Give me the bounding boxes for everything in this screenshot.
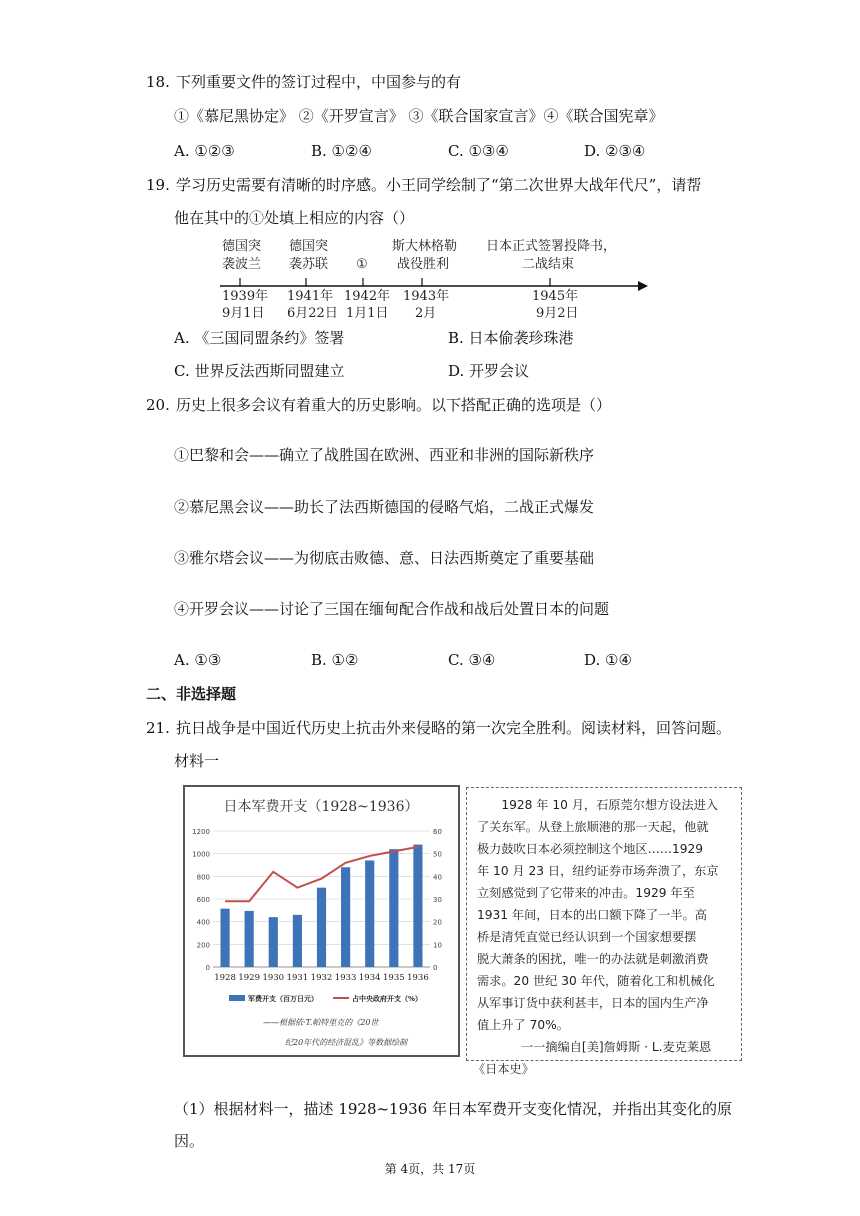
- q21-number: 21.: [146, 719, 170, 737]
- excerpt-line: 极力鼓吹日本必须控制这个地区……1929: [477, 842, 704, 856]
- x-tick-label: 1929: [238, 973, 260, 983]
- x-tick-label: 1934: [358, 973, 381, 983]
- right-axis-tick-label: 50: [433, 850, 442, 859]
- timeline-event-3-date: 1月1日: [346, 306, 389, 321]
- q18-option-c: C. ①③④: [448, 142, 509, 160]
- q19-option-a: A. 《三国同盟条约》签署: [174, 329, 345, 347]
- q20-number: 20.: [146, 396, 170, 414]
- q19-stem-line2: 他在其中的①处填上相应的内容（）: [174, 209, 415, 227]
- x-tick-label: 1931: [286, 973, 309, 983]
- page-footer: 第 4页，共 17页: [384, 1162, 476, 1176]
- bar-1930: [269, 917, 278, 967]
- timeline-event-4-year: 1943年: [403, 289, 450, 304]
- q20-item-3: ③雅尔塔会议——为彻底击败德、意、日法西斯奠定了重要基础: [174, 549, 595, 567]
- timeline-event-3-year: 1942年: [344, 289, 391, 304]
- timeline-event-5-year: 1945年: [532, 289, 579, 304]
- right-axis-tick-label: 60: [433, 828, 442, 836]
- left-axis-tick-label: 200: [196, 941, 210, 950]
- bar-1936: [413, 845, 422, 967]
- excerpt-line: 1928 年 10 月，石原莞尔想方设法进入: [477, 798, 718, 812]
- bar-1928: [220, 909, 229, 967]
- left-axis-tick-label: 400: [196, 918, 210, 927]
- q21-stem: 抗日战争是中国近代历史上抗击外来侵略的第一次完全胜利。阅读材料，回答问题。: [176, 719, 732, 737]
- military-spending-chart: [183, 785, 460, 1057]
- q20-stem: 历史上很多会议有着重大的历史影响。以下搭配正确的选项是（）: [176, 396, 612, 414]
- excerpt-line: 桥是清凭直觉已经认识到一个国家想要摆: [477, 930, 697, 944]
- q19-option-b: B. 日本偷袭珍珠港: [448, 329, 574, 347]
- x-tick-label: 1935: [383, 973, 405, 983]
- excerpt-line: 立刻感觉到了它带来的冲击。1929 年至: [477, 886, 695, 900]
- x-tick-label: 1936: [407, 973, 429, 983]
- q20-item-2: ②慕尼黑会议——助长了法西斯德国的侵略气焰，二战正式爆发: [174, 498, 595, 516]
- chart-source-line1: ——根据依·T.帕特里克的《20世: [263, 1018, 379, 1027]
- bar-1932: [317, 888, 326, 967]
- q20-option-c: C. ③④: [448, 651, 496, 669]
- q18-number: 18.: [146, 73, 170, 91]
- left-axis-tick-label: 1000: [192, 850, 210, 859]
- right-axis-tick-label: 30: [433, 896, 442, 904]
- timeline-event-4-bottom: 战役胜利: [397, 257, 450, 272]
- left-axis-tick-label: 800: [196, 873, 210, 882]
- ww2-timeline: [210, 232, 650, 324]
- timeline-event-5-date: 9月2日: [536, 306, 579, 321]
- timeline-event-1-top: 德国突: [222, 239, 262, 254]
- timeline-event-1-bottom: 袭波兰: [222, 257, 262, 272]
- x-tick-label: 1928: [214, 973, 236, 983]
- q19-number: 19.: [146, 176, 170, 194]
- timeline-blank-marker: ①: [356, 257, 368, 272]
- chart-canvas: [185, 787, 458, 1055]
- timeline-event-4-date: 2月: [415, 306, 437, 321]
- q21-sub1-line1: （1）根据材料一，描述 1928~1936 年日本军费开支变化情况，并指出其变化的原: [174, 1100, 732, 1118]
- left-axis-tick-label: 1200: [192, 828, 210, 836]
- q18-items: ①《慕尼黑协定》 ②《开罗宣言》 ③《联合国家宣言》④《联合国宪章》: [174, 107, 664, 125]
- q20-item-4: ④开罗会议——讨论了三国在缅甸配合作战和战后处置日本的问题: [174, 600, 610, 618]
- timeline-event-1-year: 1939年: [222, 289, 269, 304]
- excerpt-line: 需求。20 世纪 30 年代，随着化工和机械化: [477, 974, 715, 988]
- timeline-event-4-top: 斯大林格勒: [392, 239, 458, 254]
- q18-stem: 下列重要文件的签订过程中，中国参与的有: [176, 73, 462, 91]
- bar-1931: [293, 915, 302, 967]
- material-label: 材料一: [174, 752, 220, 770]
- legend-bar-label: 军费开支（百万日元）: [248, 995, 318, 1003]
- chart-source-line2: 纪20年代的经济混乱》等数据绘制: [285, 1038, 408, 1047]
- excerpt-source-line1: 一一摘编自[美]詹姆斯 · L.麦克莱恩: [521, 1040, 712, 1054]
- x-tick-label: 1933: [334, 973, 357, 983]
- right-axis-tick-label: 20: [433, 918, 442, 927]
- timeline-event-1-date: 9月1日: [222, 306, 265, 321]
- section-heading: 二、非选择题: [146, 685, 237, 703]
- timeline-event-2-top: 德国突: [289, 239, 329, 254]
- q19-stem-line1: 学习历史需要有清晰的时序感。小王同学绘制了“第二次世界大战年代尺”，请帮: [176, 176, 702, 194]
- right-axis-tick-label: 40: [433, 873, 442, 882]
- q19-option-c: C. 世界反法西斯同盟建立: [174, 362, 345, 380]
- left-axis-tick-label: 600: [196, 896, 210, 904]
- legend-bar-swatch: [229, 995, 245, 1001]
- timeline-event-5-top: 日本正式签署投降书，: [486, 239, 617, 254]
- q18-option-b: B. ①②④: [311, 142, 372, 160]
- timeline-event-2-bottom: 袭苏联: [289, 257, 329, 272]
- x-tick-label: 1930: [262, 973, 285, 983]
- q20-item-1: ①巴黎和会——确立了战胜国在欧洲、西亚和非洲的国际新秩序: [174, 446, 595, 464]
- q18-option-d: D. ②③④: [584, 142, 646, 160]
- q19-option-d: D. 开罗会议: [448, 362, 530, 380]
- bar-1934: [365, 860, 374, 967]
- bar-1929: [245, 911, 254, 967]
- timeline-event-2-year: 1941年: [287, 289, 334, 304]
- q20-option-a: A. ①③: [174, 651, 222, 669]
- legend-line-label: 占中央政府开支（%）: [352, 995, 423, 1003]
- q20-option-d: D. ①④: [584, 651, 632, 669]
- excerpt-line: 了关东军。从登上旅顺港的那一天起，他就: [477, 820, 709, 834]
- right-axis-tick-label: 10: [433, 941, 442, 950]
- q18-option-a: A. ①②③: [174, 142, 235, 160]
- timeline-event-5-bottom: 二战结束: [522, 257, 575, 272]
- timeline-event-2-date: 6月22日: [287, 306, 338, 321]
- bar-1935: [389, 849, 398, 967]
- excerpt-line: 从军事订货中获利甚丰，日本的国内生产净: [477, 996, 709, 1010]
- q20-option-b: B. ①②: [311, 651, 359, 669]
- chart-title: 日本军费开支（1928~1936）: [223, 799, 419, 815]
- excerpt-line: 脱大萧条的困扰，唯一的办法就是刺激消费: [477, 952, 709, 966]
- excerpt-source-line2: 《日本史》: [473, 1062, 534, 1076]
- timeline-arrowhead: [638, 281, 648, 291]
- bar-1933: [341, 867, 350, 967]
- excerpt-line: 值上升了 70%。: [477, 1018, 569, 1032]
- excerpt-line: 1931 年间，日本的出口额下降了一半。高: [477, 908, 707, 922]
- x-tick-label: 1932: [310, 973, 333, 983]
- excerpt-line: 年 10 月 23 日，纽约证券市场奔溃了，东京: [477, 864, 719, 878]
- material-excerpt-box: [466, 787, 742, 1076]
- left-axis-tick-label: 0: [205, 964, 210, 972]
- q21-sub1-line2: 因。: [174, 1132, 205, 1150]
- right-axis-tick-label: 0: [433, 964, 438, 972]
